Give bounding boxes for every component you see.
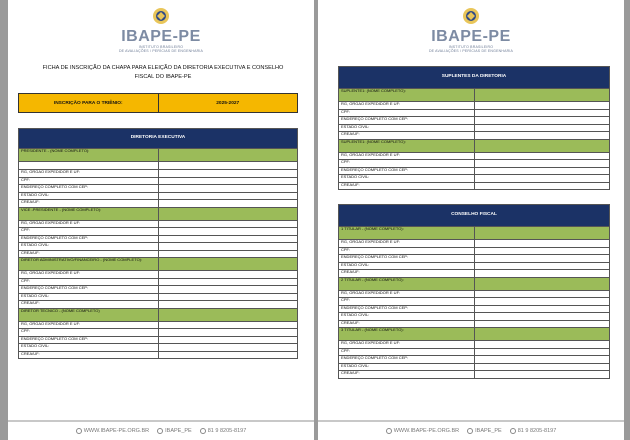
page-footer: [318, 422, 624, 440]
conselho-header: CONSELHO FISCAL: [339, 205, 610, 227]
footer-instagram-text: IBAPE_PE: [165, 428, 192, 434]
titular2-rg-label: RG, ORGAO EXPEDIDOR E UF:: [339, 290, 475, 298]
titular3-crea-input[interactable]: [474, 371, 610, 379]
instagram-icon: [467, 428, 473, 434]
tecnico-cpf-input[interactable]: [158, 329, 298, 337]
titular3-cpf-input[interactable]: [474, 348, 610, 356]
diretoria-header: DIRETORIA EXECUTIVA: [19, 129, 298, 149]
titular3-input[interactable]: [474, 328, 610, 341]
titular2-rg-input[interactable]: [474, 290, 610, 298]
administrativo-estado-civil-input[interactable]: [158, 293, 298, 301]
presidente-rg-label: RG, ORGAO EXPEDIDOR E UF:: [19, 170, 159, 178]
titular3-endereco-label: ENDEREÇO COMPLETO COM CEP:: [339, 356, 475, 364]
instagram-icon: [157, 428, 163, 434]
suplente2-cpf-label: CPF:: [339, 160, 475, 168]
titular3-rg-label: RG, ORGAO EXPEDIDOR E UF:: [339, 341, 475, 349]
tecnico-endereco-label: ENDEREÇO COMPLETO COM CEP:: [19, 336, 159, 344]
titular2-cpf-label: CPF:: [339, 298, 475, 306]
titular1-endereco-label: ENDEREÇO COMPLETO COM CEP:: [339, 255, 475, 263]
vice-estado-civil-label: ESTADO CIVIL:: [19, 243, 159, 251]
footer-website[interactable]: [386, 428, 459, 434]
presidente-endereco-label: ENDEREÇO COMPLETO COM CEP:: [19, 185, 159, 193]
suplente1-estado-civil-input[interactable]: [474, 124, 610, 132]
seal-icon: [148, 6, 174, 28]
administrativo-endereco-label: ENDEREÇO COMPLETO COM CEP:: [19, 286, 159, 294]
ibape-logo: [318, 6, 624, 53]
footer-website-text: WWW.IBAPE-PE.ORG.BR: [83, 428, 150, 434]
titular2-cpf-input[interactable]: [474, 298, 610, 306]
titular2-crea-label: CREA/UF:: [339, 320, 475, 328]
administrativo-cpf-label: CPF:: [19, 278, 159, 286]
brand-subtitle-1: INSTITUTO BRASILEIRO: [138, 45, 184, 49]
titular3-rg-input[interactable]: [474, 341, 610, 349]
suplente1-rg-input[interactable]: [474, 102, 610, 110]
footer-phone[interactable]: [510, 428, 557, 434]
seal-icon: [458, 6, 484, 28]
tecnico-rg-label: RG, ORGAO EXPEDIDOR E UF:: [19, 321, 159, 329]
titular1-cpf-input[interactable]: [474, 247, 610, 255]
footer-instagram[interactable]: [157, 428, 192, 434]
whatsapp-icon: [200, 428, 206, 434]
administrativo-endereco-input[interactable]: [158, 286, 298, 294]
administrativo-estado-civil-label: ESTADO CIVIL:: [19, 293, 159, 301]
titular2-estado-civil-label: ESTADO CIVIL:: [339, 313, 475, 321]
vice-endereco-input[interactable]: [158, 235, 298, 243]
tecnico-estado-civil-label: ESTADO CIVIL:: [19, 344, 159, 352]
presidente-rg-input[interactable]: [158, 170, 298, 178]
titular1-endereco-input[interactable]: [474, 255, 610, 263]
presidente-input[interactable]: [158, 149, 298, 162]
titular2-endereco-label: ENDEREÇO COMPLETO COM CEP:: [339, 305, 475, 313]
diretoria-table: [18, 128, 298, 359]
presidente-crea-label: CREA/UF:: [19, 200, 159, 208]
presidente-crea-input[interactable]: [158, 200, 298, 208]
administrativo-crea-input[interactable]: [158, 301, 298, 309]
suplente1-rg-label: RG, ORGAO EXPEDIDOR E UF:: [339, 102, 475, 110]
administrativo-cpf-input[interactable]: [158, 278, 298, 286]
titular2-label: 2 TITULAR - (NOME COMPLETO):: [339, 277, 475, 290]
titular1-cpf-label: CPF:: [339, 247, 475, 255]
suplente1-input[interactable]: [474, 89, 610, 102]
brand-subtitle-1: INSTITUTO BRASILEIRO: [448, 45, 494, 49]
tecnico-label: DIRETOR TECNICO - (NOME COMPLETO): [19, 308, 159, 321]
suplentes-table: [338, 66, 610, 190]
mandate-label: INSCRIÇÃO PARA O TRIÊNIO:: [19, 94, 158, 112]
titular1-crea-label: CREA/UF:: [339, 270, 475, 278]
vice-crea-label: CREA/UF:: [19, 250, 159, 258]
footer-phone-text: 81 9 8205-8197: [207, 428, 247, 434]
globe-icon: [76, 428, 82, 434]
suplente2-input[interactable]: [474, 139, 610, 152]
suplente2-crea-label: CREA/UF:: [339, 182, 475, 190]
vice-input[interactable]: [158, 207, 298, 220]
footer-phone[interactable]: [200, 428, 247, 434]
titular1-input[interactable]: [474, 227, 610, 240]
administrativo-crea-label: CREA/UF:: [19, 301, 159, 309]
titular2-input[interactable]: [474, 277, 610, 290]
suplente1-estado-civil-label: ESTADO CIVIL:: [339, 124, 475, 132]
suplente2-endereco-label: ENDEREÇO COMPLETO COM CEP:: [339, 167, 475, 175]
presidente-cpf-label: CPF:: [19, 177, 159, 185]
vice-estado-civil-input[interactable]: [158, 243, 298, 251]
brand-name: IBAPE-PE: [121, 28, 201, 45]
presidente-cpf-input[interactable]: [158, 177, 298, 185]
suplente1-endereco-label: ENDEREÇO COMPLETO COM CEP:: [339, 117, 475, 125]
suplente2-label: SUPLENTE1: (NOME COMPLETO):: [339, 139, 475, 152]
titular3-crea-label: CREA/UF:: [339, 371, 475, 379]
suplente1-endereco-input[interactable]: [474, 117, 610, 125]
titular3-endereco-input[interactable]: [474, 356, 610, 364]
titular3-cpf-label: CPF:: [339, 348, 475, 356]
suplente2-endereco-input[interactable]: [474, 167, 610, 175]
titular2-crea-input[interactable]: [474, 320, 610, 328]
tecnico-crea-input[interactable]: [158, 351, 298, 359]
vice-cpf-input[interactable]: [158, 228, 298, 236]
presidente-estado-civil-input[interactable]: [158, 192, 298, 200]
brand-subtitle-2: DE AVALIAÇÕES / PERÍCIAS DE ENGENHARIA: [118, 49, 204, 53]
vice-rg-label: RG, ORGAO EXPEDIDOR E UF:: [19, 220, 159, 228]
suplentes-header: SUPLENTES DA DIRETORIA: [339, 67, 610, 89]
administrativo-rg-label: RG, ORGAO EXPEDIDOR E UF:: [19, 271, 159, 279]
brand-subtitle-2: DE AVALIAÇÕES / PERÍCIAS DE ENGENHARIA: [428, 49, 514, 53]
suplente2-cpf-input[interactable]: [474, 160, 610, 168]
vice-endereco-label: ENDEREÇO COMPLETO COM CEP:: [19, 235, 159, 243]
conselho-fiscal-table: [338, 204, 610, 379]
vice-crea-input[interactable]: [158, 250, 298, 258]
diretoria-header-row: [19, 129, 298, 149]
titular1-estado-civil-input[interactable]: [474, 262, 610, 270]
suplente1-cpf-label: CPF:: [339, 109, 475, 117]
presidente-endereco-input[interactable]: [158, 185, 298, 193]
suplente2-estado-civil-input[interactable]: [474, 175, 610, 183]
titular1-crea-input[interactable]: [474, 270, 610, 278]
footer-phone-text: 81 9 8205-8197: [517, 428, 557, 434]
vice-label: VICE -PRESIDENTE - (NOME COMPLETO):: [19, 207, 159, 220]
suplente2-rg-label: RG, ORGAO EXPEDIDOR E UF:: [339, 152, 475, 160]
mandate-row: [18, 93, 298, 113]
suplente1-label: SUPLENTE1: (NOME COMPLETO):: [339, 89, 475, 102]
footer-instagram-text: IBAPE_PE: [475, 428, 502, 434]
titular2-estado-civil-input[interactable]: [474, 313, 610, 321]
tecnico-cpf-label: CPF:: [19, 329, 159, 337]
presidente-estado-civil-label: ESTADO CIVIL:: [19, 192, 159, 200]
vice-rg-input[interactable]: [158, 220, 298, 228]
titular3-estado-civil-input[interactable]: [474, 363, 610, 371]
titular2-endereco-input[interactable]: [474, 305, 610, 313]
brand-name: IBAPE-PE: [431, 28, 511, 45]
document-title: FICHA DE INSCRIÇÃO DA CHAPA PARA ELEIÇÃO DA DIRETORIA EXECUTIVA E CONSELHO FISCAL DO IBAPE-PE: [42, 65, 284, 80]
suplente1-crea-input[interactable]: [474, 132, 610, 140]
form-page-1: [8, 0, 314, 440]
administrativo-rg-input[interactable]: [158, 271, 298, 279]
footer-website[interactable]: [76, 428, 149, 434]
titular1-label: 1 TITULAR - (NOME COMPLETO):: [339, 227, 475, 240]
suplente1-crea-label: CREA/UF:: [339, 132, 475, 140]
footer-website-text: WWW.IBAPE-PE.ORG.BR: [393, 428, 460, 434]
titular3-estado-civil-label: ESTADO CIVIL:: [339, 363, 475, 371]
titular1-rg-label: RG, ORGAO EXPEDIDOR E UF:: [339, 240, 475, 248]
page-footer: [8, 422, 314, 440]
tecnico-rg-input[interactable]: [158, 321, 298, 329]
suplente1-cpf-input[interactable]: [474, 109, 610, 117]
presidente-label: PRESIDENTE - (NOME COMPLETO):: [19, 149, 159, 162]
administrativo-input[interactable]: [158, 258, 298, 271]
tecnico-estado-civil-input[interactable]: [158, 344, 298, 352]
footer-instagram[interactable]: [467, 428, 502, 434]
titular3-label: 3 TITULAR - (NOME COMPLETO):: [339, 328, 475, 341]
tecnico-input[interactable]: [158, 308, 298, 321]
titular1-rg-input[interactable]: [474, 240, 610, 248]
form-page-2: [318, 0, 624, 440]
tecnico-crea-label: CREA/UF:: [19, 351, 159, 359]
globe-icon: [386, 428, 392, 434]
vice-cpf-label: CPF:: [19, 228, 159, 236]
whatsapp-icon: [510, 428, 516, 434]
suplente2-estado-civil-label: ESTADO CIVIL:: [339, 175, 475, 183]
administrativo-label: DIRETOR ADMINISTRATIVO/FINANCEIRO - (NOME COMPLETO):: [19, 258, 159, 271]
mandate-value: 2025-2027: [158, 94, 298, 112]
ibape-logo: [8, 6, 314, 53]
suplente2-rg-input[interactable]: [474, 152, 610, 160]
suplente2-crea-input[interactable]: [474, 182, 610, 190]
titular1-estado-civil-label: ESTADO CIVIL:: [339, 262, 475, 270]
tecnico-endereco-input[interactable]: [158, 336, 298, 344]
